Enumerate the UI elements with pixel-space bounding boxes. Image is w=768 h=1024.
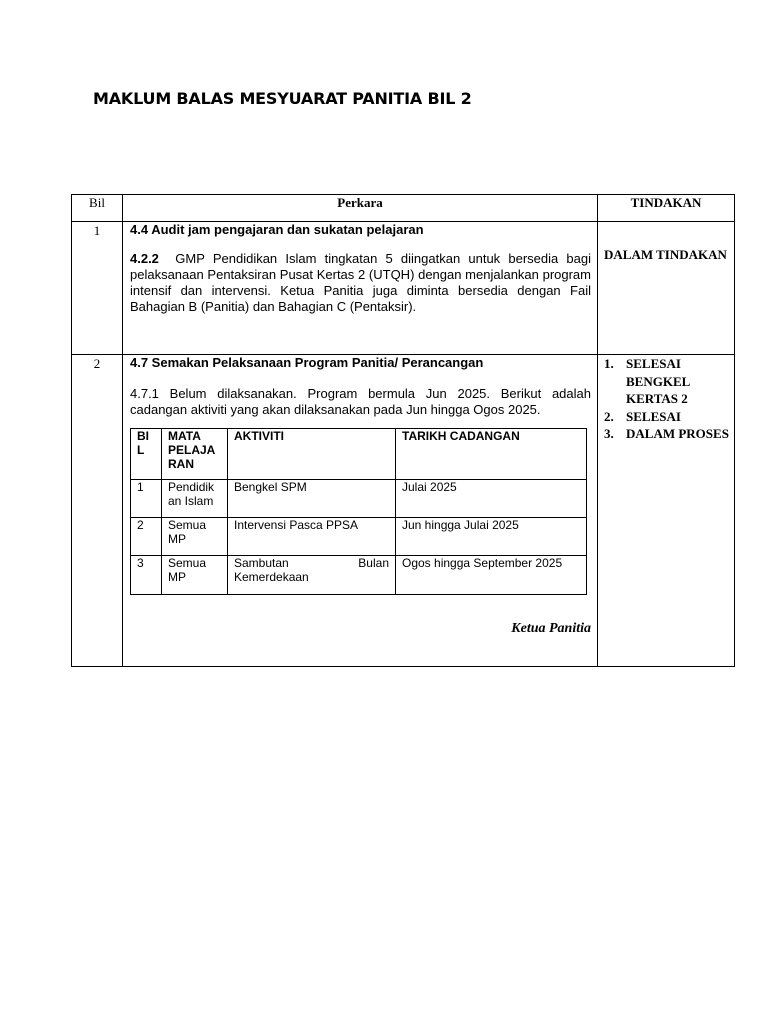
activity-date: Jun hingga Julai 2025 bbox=[396, 518, 587, 556]
activity-subject: Semua MP bbox=[162, 518, 228, 556]
activity-bil: 2 bbox=[131, 518, 162, 556]
activity-date: Ogos hingga September 2025 bbox=[396, 556, 587, 595]
row-number: 2 bbox=[72, 355, 123, 667]
minutes-table bbox=[71, 194, 735, 667]
item-text: GMP Pendidikan Islam tingkatan 5 diingatkan untuk bersedia bagi pelaksanaan Pentaksiran Pusat Kertas 2 (UTQH) dengan menjalankan program intensif dan intervensi. Ketua Panitia juga diminta bersedia dengan Fail Bahagian B (Panitia) dan Bahagian C (Pentaksir). bbox=[130, 251, 591, 314]
activity-date: Julai 2025 bbox=[396, 480, 587, 518]
activity-bil: 1 bbox=[131, 480, 162, 518]
section-title: 4.4 Audit jam pengajaran dan sukatan pelajaran bbox=[130, 222, 424, 237]
header-tindakan: TINDAKAN bbox=[598, 195, 735, 222]
table-row bbox=[72, 222, 735, 355]
table-row bbox=[72, 355, 735, 667]
list-item: 3. DALAM PROSES bbox=[604, 426, 729, 441]
activity-bil: 3 bbox=[131, 556, 162, 595]
table-row bbox=[131, 480, 587, 518]
activity-header-bil: BI L bbox=[131, 429, 162, 480]
activity-header-aktiviti: AKTIVITI bbox=[228, 429, 396, 480]
activity-name: Intervensi Pasca PPSA bbox=[228, 518, 396, 556]
header-bil: Bil bbox=[72, 195, 123, 222]
item-number: 4.2.2 bbox=[130, 251, 159, 266]
tindakan-list bbox=[604, 355, 730, 443]
activity-header-tarikh: TARIKH CADANGAN bbox=[396, 429, 587, 480]
item-paragraph bbox=[130, 251, 591, 315]
activity-name: Bengkel SPM bbox=[228, 480, 396, 518]
section-title: 4.7 Semakan Pelaksanaan Program Panitia/ Perancangan bbox=[130, 355, 484, 370]
document-title: MAKLUM BALAS MESYUARAT PANITIA BIL 2 bbox=[93, 89, 472, 108]
list-item: 2. SELESAI bbox=[604, 408, 681, 424]
table-row bbox=[131, 518, 587, 556]
table-header-row bbox=[72, 195, 735, 222]
row-number: 1 bbox=[72, 222, 123, 355]
tindakan-cell bbox=[598, 355, 735, 667]
header-perkara: Perkara bbox=[123, 195, 598, 222]
item-paragraph: 4.7.1 Belum dilaksanakan. Program bermula Jun 2025. Berikut adalah cadangan aktiviti yang akan dilaksanakan pada Jun hingga Ogos 2025. bbox=[130, 386, 591, 417]
activity-subject: Pendidik an Islam bbox=[162, 480, 228, 518]
activity-header-mata-pelajaran: MATA PELAJA RAN bbox=[162, 429, 228, 480]
activity-name: Sambutan Bulan Kemerdekaan bbox=[228, 556, 396, 595]
activity-table-header bbox=[131, 429, 587, 480]
activity-table bbox=[130, 428, 587, 595]
list-item: 1. SELESAI BENGKEL KERTAS 2 bbox=[604, 356, 690, 406]
table-row bbox=[131, 556, 587, 595]
perkara-cell bbox=[123, 355, 598, 667]
perkara-cell bbox=[123, 222, 598, 355]
tindakan-cell bbox=[598, 222, 735, 355]
activity-subject: Semua MP bbox=[162, 556, 228, 595]
tindakan-status: DALAM TINDAKAN bbox=[604, 247, 727, 262]
signature: Ketua Panitia bbox=[511, 621, 591, 636]
